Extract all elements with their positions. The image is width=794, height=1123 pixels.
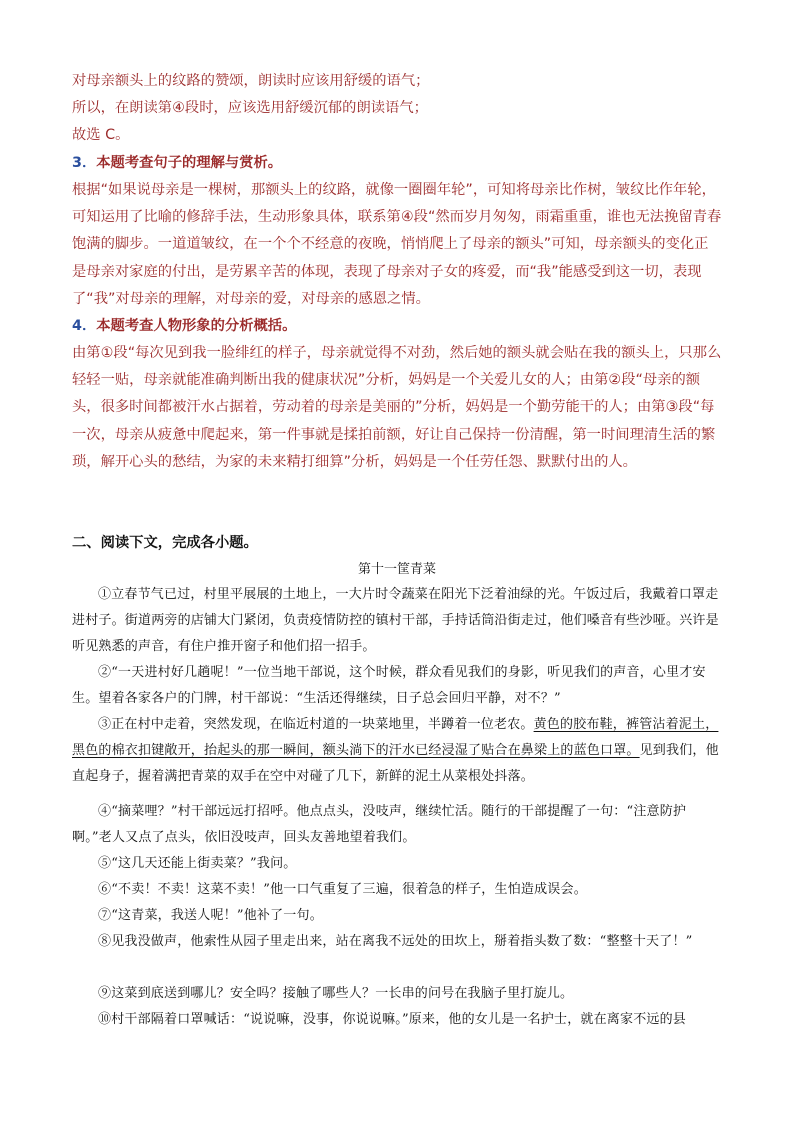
question-title: 本题考查句子的理解与赏析。 [96, 155, 283, 171]
article-paragraph: ①立春节气已过，村里平展展的土地上，一大片时令蔬菜在阳光下泛着油绿的光。午饭过后，我戴着口罩走进村子。街道两旁的店铺大门紧闭，负责疫情防控的镇村干部，手持话筒沿街走过，他们嗓音有些沙哑。兴许是听见熟悉的声音，有住户推开窗子和他们招一招手。 [72, 587, 719, 654]
article-paragraph: ④“摘菜哩？”村干部远远打招呼。他点点头，没吱声，继续忙活。随行的干部提醒了一句：“注意防护啊。”老人又点了点头，依旧没吱声，回头友善地望着我们。 [72, 804, 687, 845]
question-3-analysis: 根据“如果说母亲是一棵树，那额头上的纹路，就像一圈圈年轮”，可知将母亲比作树，皱纹比作年轮，可知运用了比喻的修辞手法，生动形象具体，联系第④段“然而岁月匆匆，雨霜重重，谁也无法挽留青春饱满的脚步。一道道皱纹，在一个个不经意的夜晚，悄悄爬上了母亲的额头”可知，母亲额头的变化正是母亲对家庭的付出，是劳累辛苦的体现，表现了母亲对子女的疼爱，而“我”能感受到这一切，表现了“我”对母亲的理解，对母亲的爱，对母亲的感恩之情。 [72, 182, 722, 307]
article-paragraph: ⑨这菜到底送到哪儿？安全吗？接触了哪些人？一长串的问号在我脑子里打旋儿。 [98, 986, 574, 1001]
article-paragraph: ⑤“这几天还能上街卖菜？”我问。 [98, 856, 297, 871]
article-paragraph: ⑥“不卖！不卖！这菜不卖！”他一口气重复了三遍，很着急的样子，生怕造成误会。 [98, 882, 587, 897]
article-paragraph: ⑧见我没做声，他索性从园子里走出来，站在离我不远处的田坎上，掰着指头数了数：“整整十天了！” [98, 934, 693, 949]
answer-line: 故选 C。 [72, 127, 130, 143]
answer-line: 对母亲额头上的纹路的赞颂，朗读时应该用舒缓的语气； [72, 73, 430, 89]
article-paragraph: ②“一天进村好几趟呢！”一位当地干部说，这个时候，群众看见我们的身影，听见我们的声音，心里才安生。望着各家各户的门牌，村干部说：“生活还得继续，日子总会回归平静，对不？” [72, 665, 706, 706]
underlined-sentence: 黄色的胶布鞋，裤管沾着泥土，黑色的棉衣扣键敞开，抬起头的那一瞬间，额头淌下的汗水已经浸湿了贴合在鼻梁上的蓝色口罩。 [72, 717, 719, 758]
question-4-analysis: 由第①段“每次见到我一脸绯红的样子，母亲就觉得不对劲，然后她的额头就会贴在我的额头上，只那么轻轻一贴，母亲就能准确判断出我的健康状况”分析，妈妈是一个关爱儿女的人；由第②段“母亲的额头，很多时间都被汗水占据着，劳动着的母亲是美丽的”分析，妈妈是一个勤劳能干的人；由第③段“每一次，母亲从疲惫中爬起来，第一件事就是揉拍前额，好让自己保持一份清醒，第一时间理清生活的繁琐，解开心头的愁结，为家的未来精打细算”分析，妈妈是一个任劳任怨、默默付出的人。 [72, 345, 722, 470]
paragraph-text: 见到我们，他直起身子，握着满把青菜的双手在空中对碰了几下，新鲜的泥土从菜根处抖落。 [72, 743, 719, 784]
question-title: 本题考查人物形象的分析概括。 [96, 318, 297, 334]
question-number: 4． [72, 318, 97, 334]
paragraph-text: ③正在村中走着，突然发现，在临近村道的一块菜地里，半蹲着一位老农。 [98, 717, 534, 732]
article-paragraph [72, 712, 722, 790]
question-4-heading [72, 313, 722, 340]
section-heading: 二、阅读下文，完成各小题。 [72, 535, 258, 551]
answer-line: 所以，在朗读第④段时，应该选用舒缓沉郁的朗读语气； [72, 100, 428, 116]
question-number: 3． [72, 155, 97, 171]
question-3-heading [72, 150, 722, 177]
article-title: 第十一筐青菜 [357, 562, 436, 577]
article-paragraph: ⑩村干部隔着口罩喊话：“说说嘛，没事，你说说嘛。”原来，他的女儿是一名护士，就在离家不远的县 [98, 1012, 686, 1027]
article-paragraph: ⑦“这青菜，我送人呢！”他补了一句。 [98, 908, 323, 923]
